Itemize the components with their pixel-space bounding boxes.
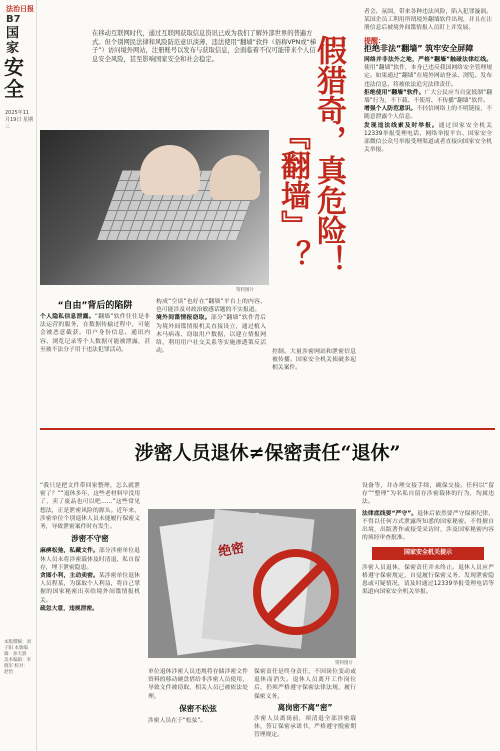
section-divider: [40, 428, 495, 430]
intro-paragraph: 在移动互联网时代，通过互联网获取信息资讯已成为我们了解外部世界的普遍方式。但个别网民法律和风险防范意识淡薄，违法使用“翻墙”软件（俗称VPN或“梯子”）访问境外网站，注册账号以发布与获取信息，会面临着不仅可能带来个人信息安全风险，甚至影响国家安全和社会稳定。: [92, 30, 317, 63]
tip-redbox: 国家安全机关提示: [372, 547, 484, 559]
masthead-logo: 法治日报: [6, 5, 34, 13]
headline-line-1: 假猎奇，真危险！: [311, 35, 346, 275]
story1-subhead: “自由”背后的陷阱: [57, 301, 133, 311]
hand-graphic: [140, 145, 200, 195]
page-number: B7: [6, 14, 21, 25]
story1-col3: 控制。大量涉密网站和泄密信息被传播。国家安全机关侦破多起相关案件。: [272, 349, 356, 372]
story1-col1: 个人隐私信息泄露。“翻墙”软件往往是非法运营的服务，在数据传输过程中，可能会被恶意截获。用户身份信息、通讯内容、浏览记录等个人数据可能被泄露，甚至被不法分子用于违法犯罪活动。: [40, 314, 150, 353]
image-credit: 资料图片: [236, 288, 254, 293]
story1-col2: 构成“空谈”也好在“翻墙”平台上的内容，也可能涉及对政治敏感话题的不实报道。 境外间谍情报窃取。部分“翻墙”软件背后为境外间谍情报机关直接设立，通过植入木马病毒、窃取用户数据，以建立情报网络，利用用户社交关系等实施渗透策反活动。: [156, 299, 266, 355]
classified-docs-image: [148, 509, 356, 658]
section-title-2: 安全: [4, 55, 24, 101]
typing-hands-image: [40, 130, 269, 285]
prohibition-sign-icon: [253, 549, 339, 635]
image-credit: 资料图片: [335, 661, 353, 666]
classified-stamp: 绝密: [217, 540, 246, 561]
tip-title: 拒绝非法“翻墙” 筑牢安全屏障: [364, 43, 474, 53]
credits-strip: 本版撰稿：刘子阳 本版编辑：孙天骄 美术编辑：李晓军 校对：赵怡: [4, 640, 31, 675]
story2-col4: 保密责任是终身责任，不因岗位变动或退休而消失。退休人员离开工作岗位后，仍须严格遵守保密法律法规，履行保密义务。 离岗密不离“密” 涉密人员离岗前，须清退全部涉密载体，签订保密承诺书，严格遵守脱密期管理规定。: [254, 669, 356, 739]
headline-line-2: 『翻墙』？: [275, 120, 310, 270]
tip-label: 提醒：: [364, 36, 385, 45]
sidebar-divider: [36, 0, 37, 751]
story2-col1: “我只是把文件带回家整理，怎么就泄密了？”“退休多年，这些老材料早没用了，卖了废品也可以吧……”这些常见想法，正是泄密风险的源头。近年来，涉密单位个别退休人员未能履行保密义务，导致泄密案件时有发生。 涉密不守密 麻痹松弛，私藏文件。部分涉密单位退休人员未将涉密载体及时清退，私自留存，埋下泄密隐患。 贪图小利，主动卖密。某涉密单位退休人员程某，为谋取个人利益，将自己掌握的国家秘密出卖给境外间谍情报机关。 疏忽大意，违规泄密。: [40, 483, 140, 612]
story2-sub2: 保密不松弦: [179, 703, 217, 713]
issue-date: 2025年11月19日 星期三: [5, 110, 33, 130]
story2-col5: 设备等，并办理交接手续，确保交接。任何以“留存”“整理”为名私自留存涉密载体的行为，均属违法。 法律底线要“严守”。退休后依然要严守保密纪律，不得以任何方式泄露所知悉的国家秘密。不得擅自出境，出版著作或接受采访时，涉及国家秘密内容的须经审查批准。 国家安全机关提示 涉密人员退休，保密责任并未终止。退休人员应严格遵守保密规定，自觉履行保密义务，发现泄密隐患或可疑情况，请及时通过12339举报受理电话等渠道向国家安全机关举报。: [362, 483, 494, 596]
right-column: 者会、氛围，带来各种违法风险，陷入犯罪漩涡。某国企员工利用所谓境外翻墙软件出现，并且在注册信息后被境外间谍情报人员盯上并发展。 提醒： 拒绝非法“翻墙” 筑牢安全屏障 网络并非法外之地，严格“翻墙”触碰法律红线。使用“翻墙”软件，本身已违反我国网络安全管理规定。如果通过“翻墙”在境外网站登录、浏览、发布违法信息，将被依法追究法律责任。 拒绝使用“翻墙”软件。广大公民应当自觉抵制“翻墙”行为，不下载、不使用、不传播“翻墙”软件。 增强个人防范意识。不轻信网络上的不明链接，不随意泄露个人信息。 发现违法线索及时举报。通过国家安全机关12339举报受理电话、网络举报平台、国家安全部微信公众号举报受理渠道或者直接向国家安全机关举报。: [364, 9, 492, 154]
hand-graphic: [210, 155, 260, 200]
section-title-1: 国家: [6, 26, 20, 56]
story2-sub3: 离岗密不离“密”: [277, 702, 333, 712]
story2-headline: 涉密人员退休≠保密责任“退休”: [134, 442, 401, 464]
story2-sub1: 涉密不守密: [71, 534, 109, 544]
story2-col3: 单位退休涉密人员违规将存储涉密文件资料的移动硬盘借给非涉密人员使用，导致文件被窃取，相关人员已被依法处理。 保密不松弦 涉密人员在于“松弦”。: [148, 669, 248, 725]
